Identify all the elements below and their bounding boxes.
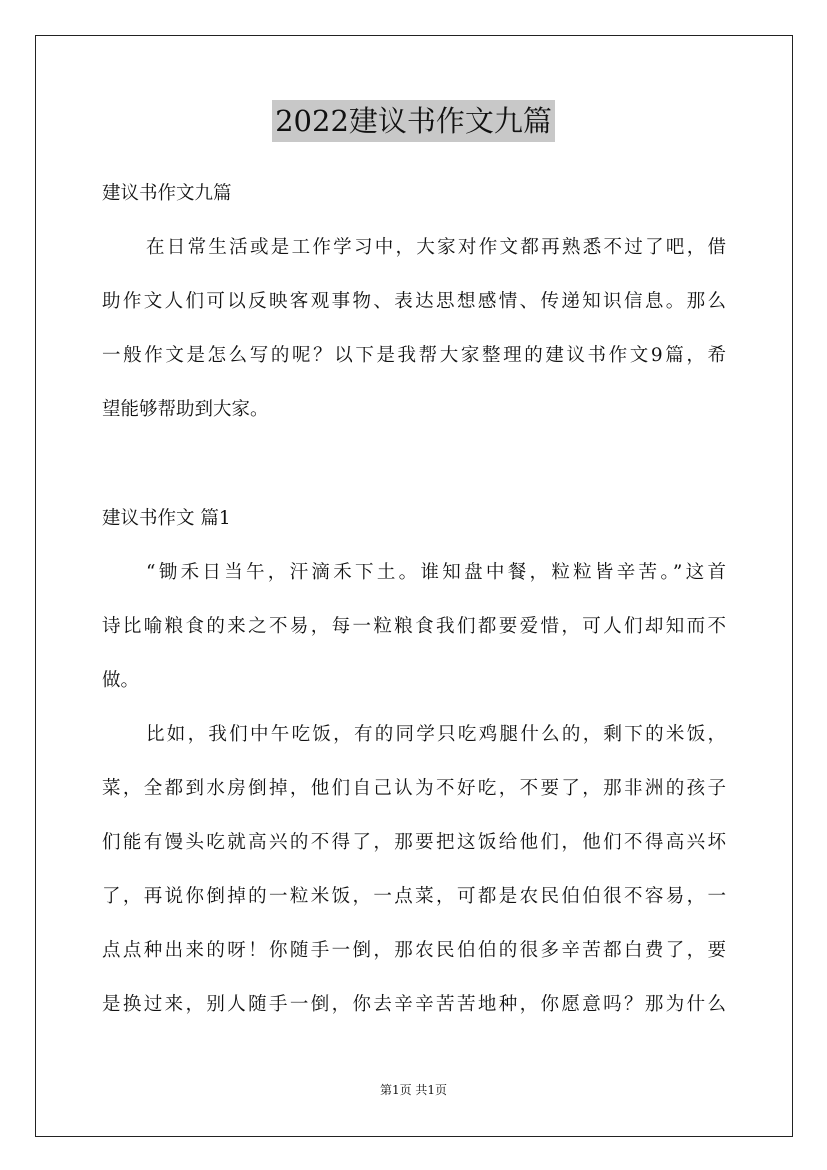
para2-line-2: 菜，全都到水房倒掉，他们自己认为不好吃，不要了，那非洲的孩子 <box>102 778 726 799</box>
para2-line-4: 了，再说你倒掉的一粒米饭，一点菜，可都是农民伯伯很不容易，一 <box>102 886 726 907</box>
intro-line-1: 在日常生活或是工作学习中，大家对作文都再熟悉不过了吧，借 <box>146 237 726 258</box>
para2-line-6: 是换过来，别人随手一倒，你去辛辛苦苦地种，你愿意吗？那为什么 <box>102 994 726 1015</box>
intro-line-4: 望能够帮助到大家。 <box>102 399 269 420</box>
para1-line-2: 诗比喻粮食的来之不易，每一粒粮食我们都要爱惜，可人们却知而不 <box>102 616 726 637</box>
para1-line-3: 做。 <box>102 670 140 691</box>
para1-line-1: “锄禾日当午，汗滴禾下土。谁知盘中餐，粒粒皆辛苦。”这首 <box>146 562 726 583</box>
section-heading: 建议书作文 篇1 <box>102 508 231 529</box>
intro-line-2: 助作文人们可以反映客观事物、表达思想感情、传递知识信息。那么 <box>102 291 726 312</box>
para2-line-3: 们能有馒头吃就高兴的不得了，那要把这饭给他们，他们不得高兴坏 <box>102 832 726 853</box>
para2-line-5: 点点种出来的呀！你随手一倒，那农民伯伯的很多辛苦都白费了，要 <box>102 940 726 961</box>
para2-line-1: 比如，我们中午吃饭，有的同学只吃鸡腿什么的，剩下的米饭， <box>146 724 726 745</box>
document-subtitle: 建议书作文九篇 <box>102 183 232 204</box>
page-footer: 第1页 共1页 <box>379 1083 448 1097</box>
document-title: 2022建议书作文九篇 <box>272 100 555 142</box>
title-container <box>0 100 827 142</box>
intro-line-3: 一般作文是怎么写的呢？以下是我帮大家整理的建议书作文9篇，希 <box>102 345 726 366</box>
